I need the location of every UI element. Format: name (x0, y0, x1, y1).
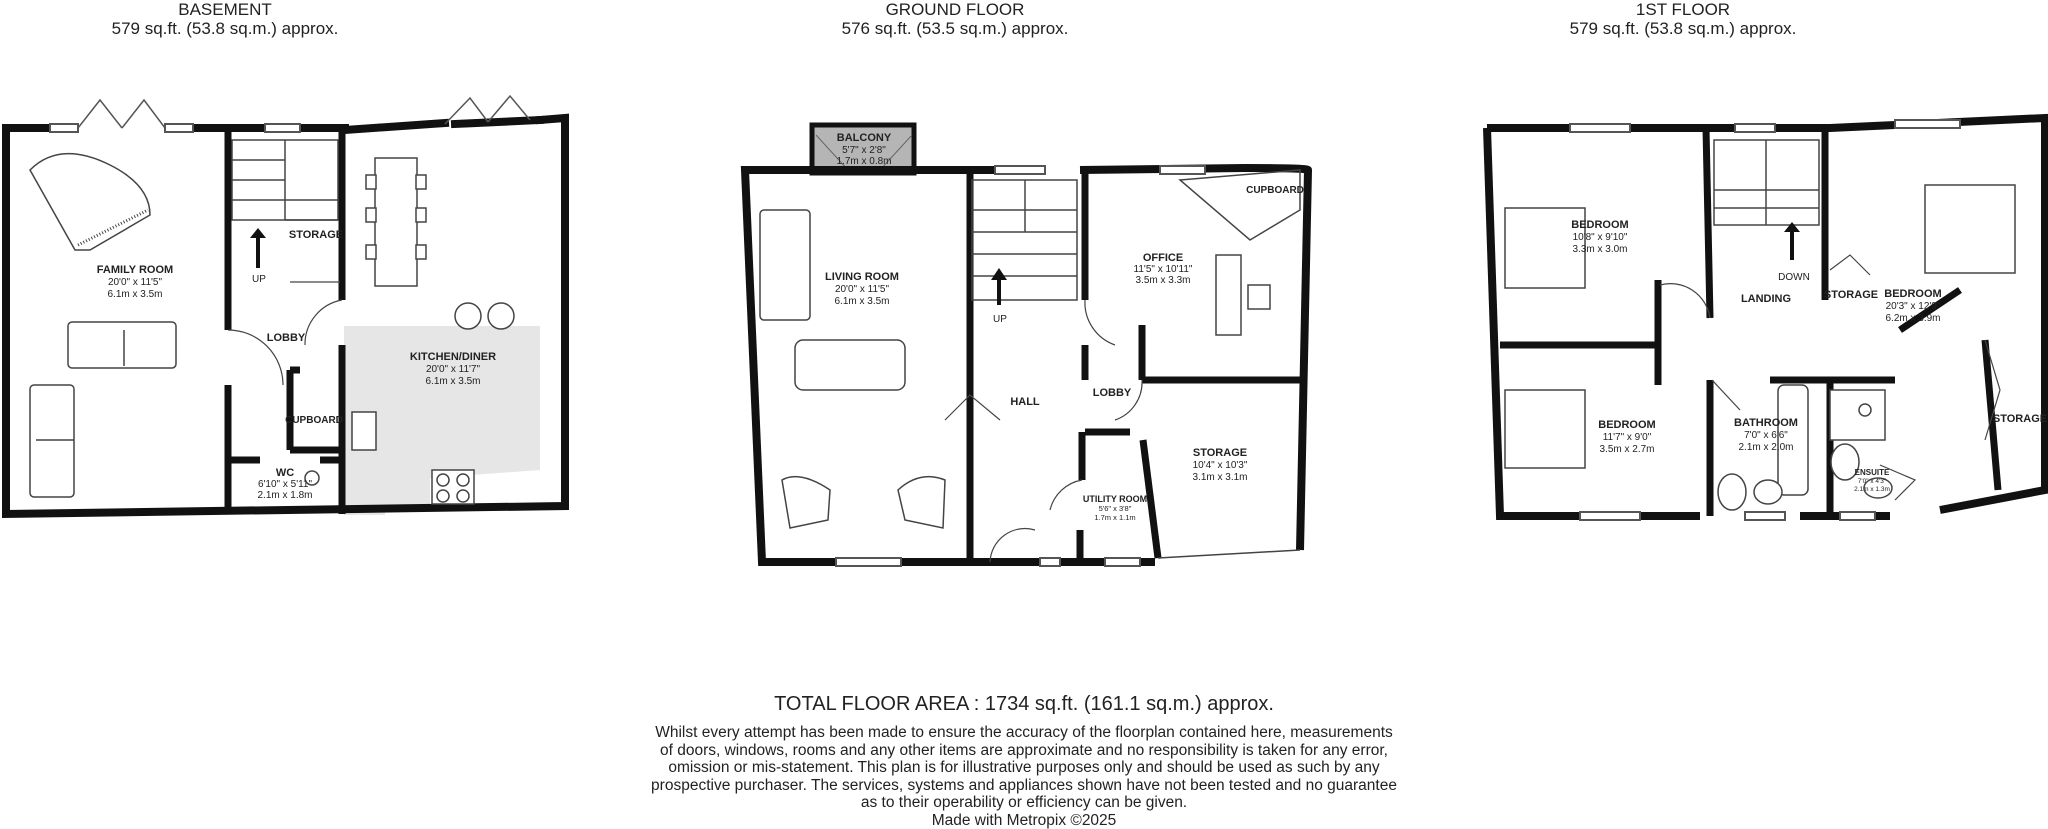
floor-area: 576 sq.ft. (53.5 sq.m.) approx. (755, 19, 1155, 38)
disclaimer-line: prospective purchaser. The services, systems and appliances shown have not been tested and no guarantee (600, 777, 1448, 795)
room-name: LOBBY (267, 332, 306, 344)
room-dim-metric: 6.2m x 3.9m (1885, 313, 1940, 324)
room-name: ENSUITE (1855, 468, 1890, 477)
room-name: WC (276, 467, 294, 479)
room-dim-imperial: 5'6" x 3'8" (1099, 504, 1132, 513)
room-name: CUPBOARD (285, 415, 343, 426)
floor-name: GROUND FLOOR (755, 0, 1155, 19)
room-dim-metric: 2.1m x 1.3m (1854, 486, 1890, 493)
room-name: STORAGE (1193, 447, 1247, 459)
room-dim-imperial: 10'8" x 9'10" (1573, 232, 1628, 243)
room-dim-imperial: 5'7" x 2'8" (842, 145, 886, 156)
total-floor-area: TOTAL FLOOR AREA : 1734 sq.ft. (161.1 sq.m.) approx. (600, 693, 1448, 716)
room-dim-imperial: 10'4" x 10'3" (1193, 460, 1248, 471)
floor-area: 579 sq.ft. (53.8 sq.m.) approx. (25, 19, 425, 38)
credit: Made with Metropix ©2025 (600, 812, 1448, 829)
room-dim-metric: 1.7m x 0.8m (836, 156, 891, 167)
room-dim-metric: 6.1m x 3.5m (107, 289, 162, 300)
disclaimer-line: omission or mis-statement. This plan is for illustrative purposes only and should be used as such by any (600, 759, 1448, 777)
kitchen-counter (344, 390, 385, 515)
room-name: STORAGE (289, 229, 343, 241)
floor-name: BASEMENT (25, 0, 425, 19)
room-dim-metric: 3.3m x 3.0m (1572, 244, 1627, 255)
room-name: CUPBOARD (1246, 185, 1304, 196)
room-dim-metric: 1.7m x 1.1m (1094, 513, 1135, 522)
room-dim-metric: 3.5m x 2.7m (1599, 444, 1654, 455)
room-name: BEDROOM (1598, 419, 1655, 431)
room-name: OFFICE (1143, 252, 1183, 264)
room-dim-imperial: 7'0" x 6'6" (1744, 430, 1788, 441)
room-name: UTILITY ROOM (1083, 494, 1147, 504)
room-dim-imperial: 20'0" x 11'7" (426, 364, 481, 375)
room-name: STORAGE (1993, 413, 2047, 425)
room-name: LIVING ROOM (825, 271, 899, 283)
disclaimer-line: Whilst every attempt has been made to ensure the accuracy of the floorplan contained here, measurements (600, 724, 1448, 742)
room-dim-imperial: 20'0" x 11'5" (835, 284, 890, 295)
room-dim-metric: 6.1m x 3.5m (425, 376, 480, 387)
room-name: FAMILY ROOM (97, 264, 173, 276)
floor-area: 579 sq.ft. (53.8 sq.m.) approx. (1483, 19, 1883, 38)
room-dim-metric: 6.1m x 3.5m (834, 296, 889, 307)
stair-label: UP (252, 274, 266, 285)
room-dim-metric: 3.5m x 3.3m (1135, 275, 1190, 286)
room-name: LOBBY (1093, 387, 1132, 399)
stair-label: UP (993, 314, 1007, 325)
basement-plan (6, 96, 565, 515)
room-dim-imperial: 20'0" x 11'5" (108, 277, 163, 288)
floor-name: 1ST FLOOR (1483, 0, 1883, 19)
stair-label: DOWN (1778, 272, 1810, 283)
room-name: BALCONY (837, 132, 892, 144)
room-dim-metric: 2.1m x 2.0m (1738, 442, 1793, 453)
disclaimer-line: as to their operability or efficiency can be given. (600, 794, 1448, 812)
room-name: HALL (1010, 396, 1040, 408)
room-dim-metric: 2.1m x 1.8m (257, 490, 312, 501)
room-dim-imperial: 11'5" x 10'11" (1134, 264, 1193, 275)
room-name: STORAGE (1824, 289, 1878, 301)
room-dim-metric: 3.1m x 3.1m (1192, 472, 1247, 483)
room-dim-imperial: 6'10" x 5'11" (258, 479, 313, 490)
disclaimer (600, 724, 1448, 829)
room-dim-imperial: 7'0" x 4'3" (1858, 478, 1887, 485)
room-dim-imperial: 20'3" x 12'9" (1886, 301, 1941, 312)
room-name: KITCHEN/DINER (410, 351, 496, 363)
ground-plan (745, 125, 1308, 566)
room-name: LANDING (1741, 293, 1791, 305)
room-dim-imperial: 11'7" x 9'0" (1603, 432, 1652, 443)
first-plan (1487, 118, 2045, 520)
room-name: BATHROOM (1734, 417, 1798, 429)
disclaimer-line: of doors, windows, rooms and any other items are approximate and no responsibility is taken for any error, (600, 742, 1448, 760)
room-name: BEDROOM (1571, 219, 1628, 231)
room-name: BEDROOM (1884, 288, 1941, 300)
